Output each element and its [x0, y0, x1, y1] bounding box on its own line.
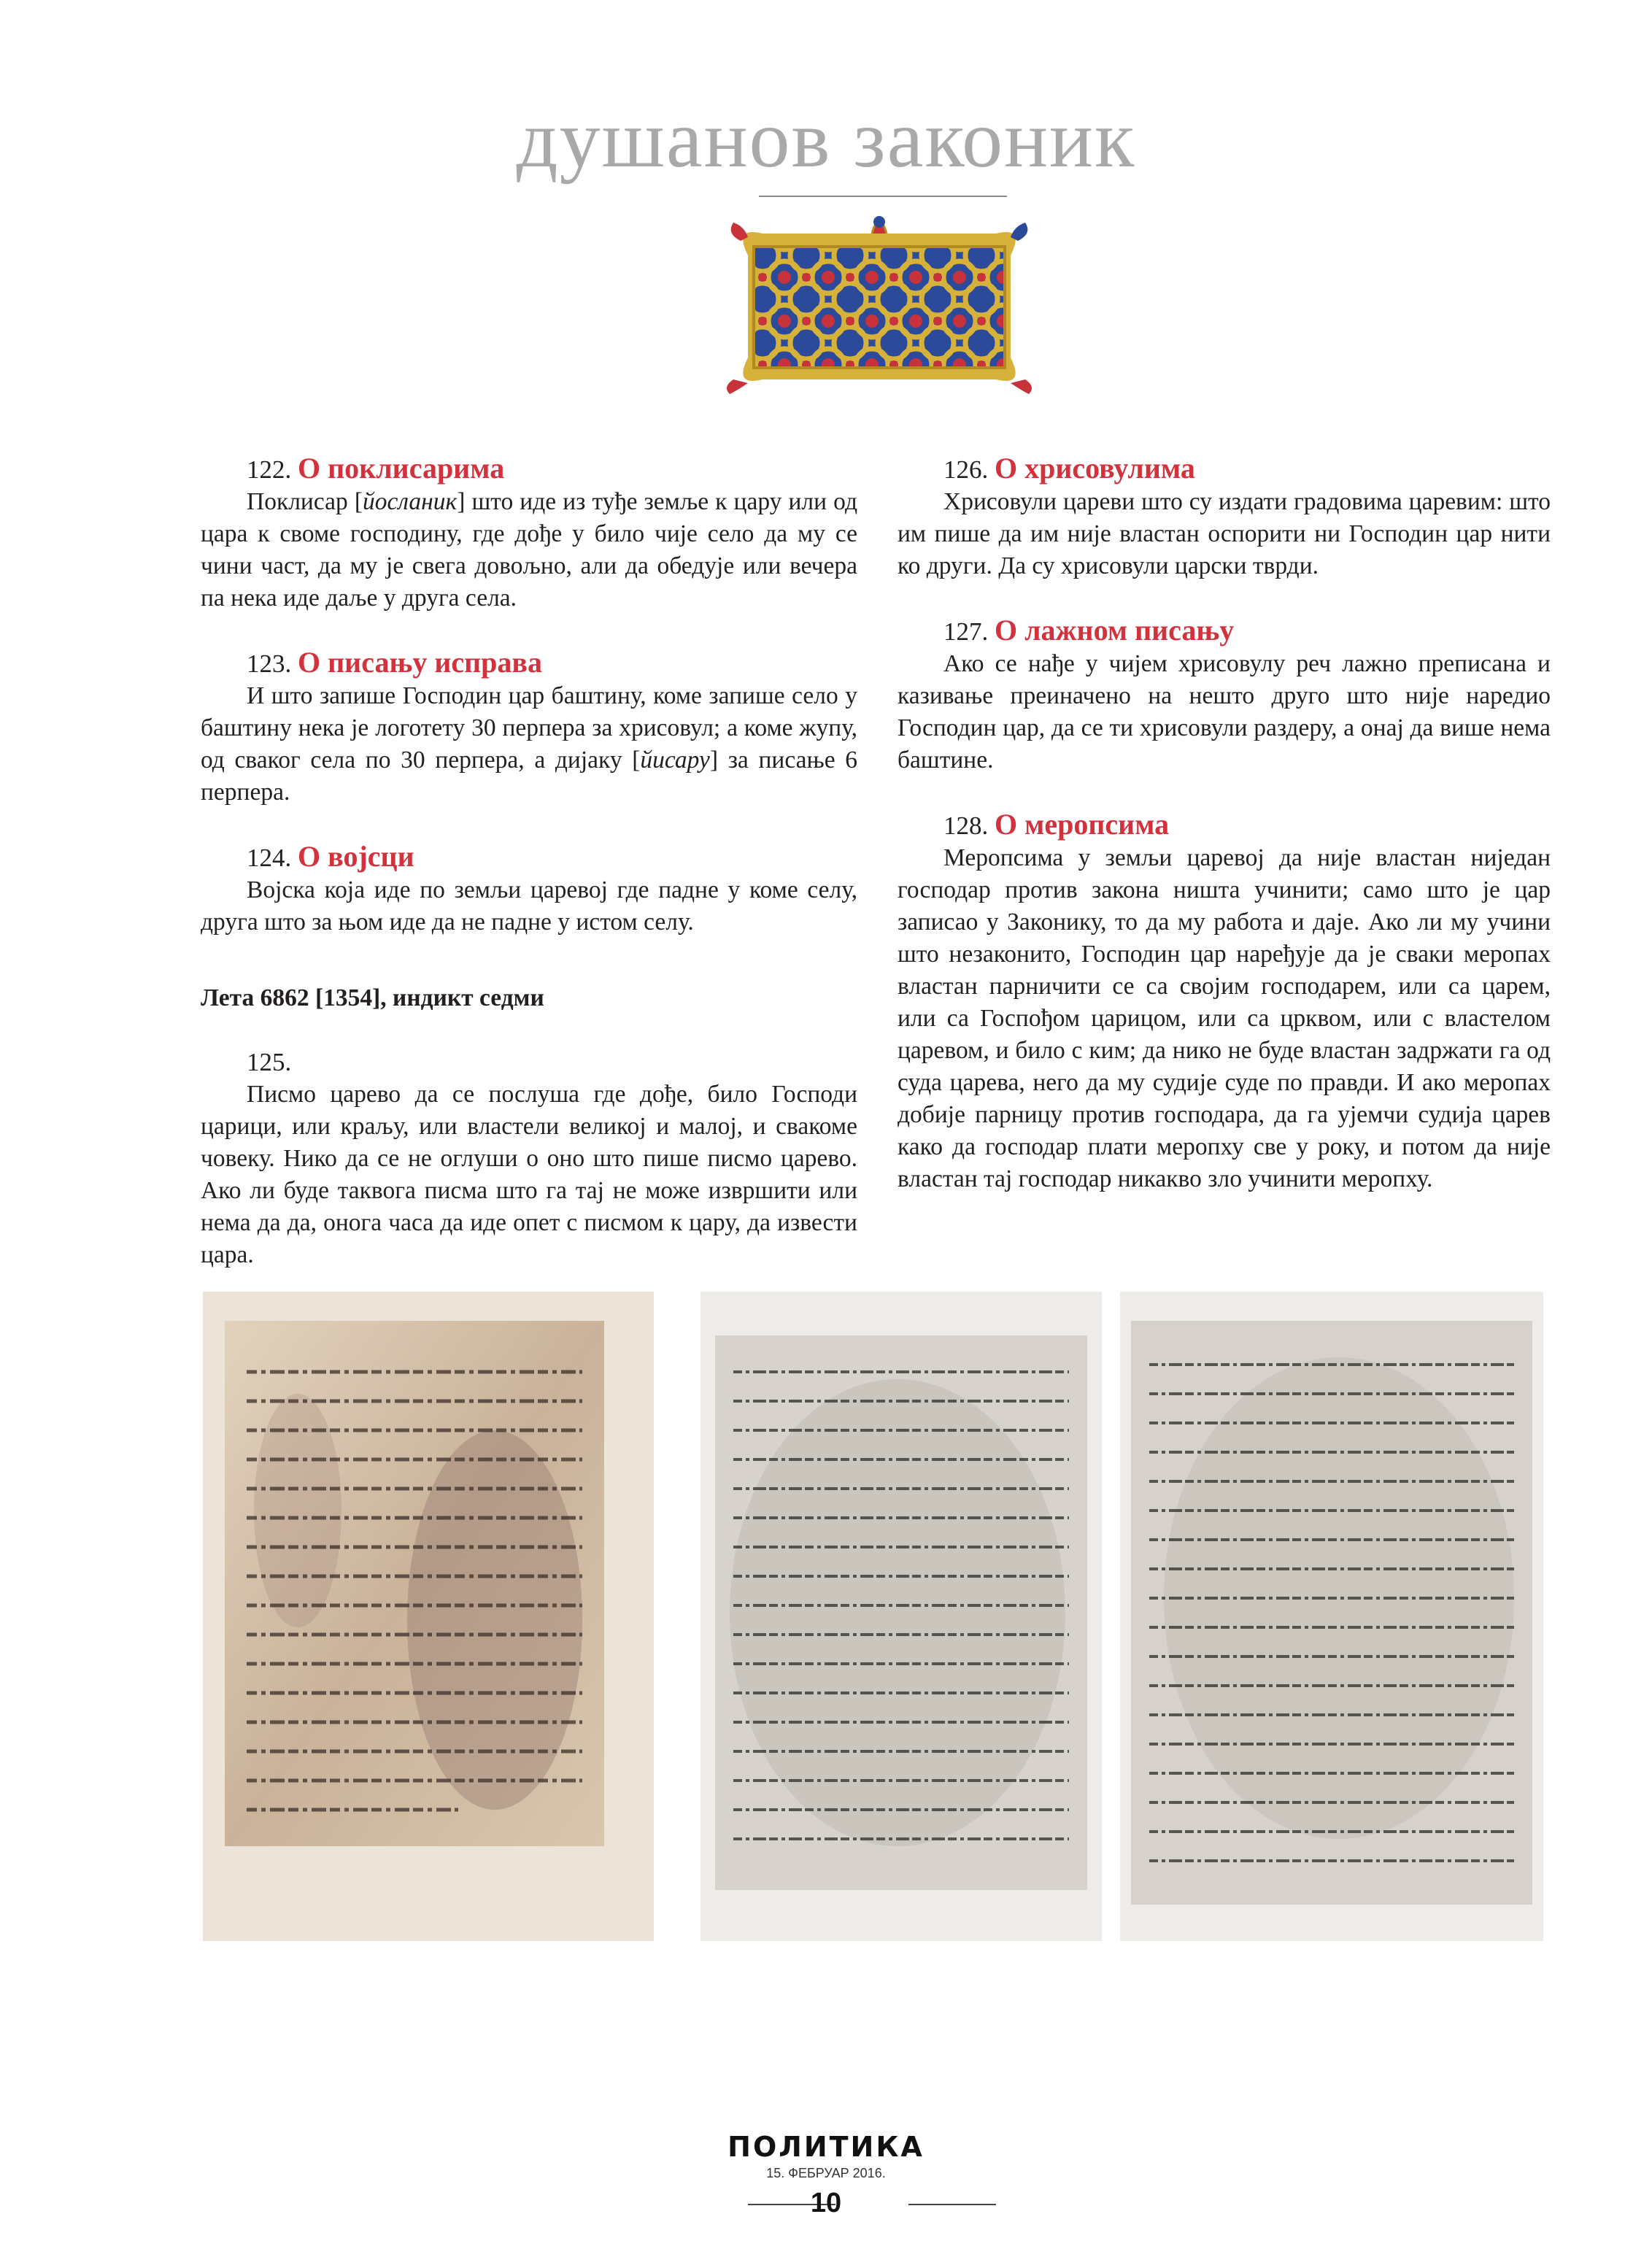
article-title: О хрисовулима [995, 452, 1195, 485]
article-body: Меропсима у земљи царевој да није властан ниједан господар против закона ништа учинити; само што је цар записао у Законику, то да му работа и даје. Ако ли му учини што незаконито, Господин цар наређује да је сваки меропах властан парничити се са својим господарем, или са царем, или са Госпођом царицом, или са црквом, или с властелом царевом, и било с ким; да нико не буде властан задржати га од суда царева, него да му судије суде по правди. И ако меропах добије парницу против господара, да га ујемчи судија царев како да господар плати меропху све у року, и потом да није властан тај господар никакво зло учинити меропху. [898, 844, 1551, 1192]
article-body: Ако се нађе у чијем хрисовулу реч лажно преписана и казивање преиначено на нешто друго што није наредио Господин цар, да се ти хрисовули раздеру, а онај да више нема баштине. [898, 650, 1551, 774]
article-number: 126. [943, 455, 989, 484]
article-title: О поклисарима [298, 452, 505, 485]
article-number: 127. [943, 617, 989, 646]
article-123 [201, 647, 857, 809]
manuscript-photo-2 [700, 1292, 1102, 1941]
right-column [898, 452, 1551, 1227]
article-125 [201, 1046, 857, 1271]
page-title: душанов законик [516, 94, 1136, 185]
article-title: О меропсима [995, 808, 1170, 841]
article-number: 128. [943, 811, 989, 840]
article-128 [898, 809, 1551, 1195]
manuscript-photo-1 [203, 1292, 654, 1941]
left-column [201, 452, 857, 1303]
ornament-illumination [719, 212, 1040, 394]
title-rule [759, 196, 1007, 197]
publication-date: 15. ФЕБРУАР 2016. [766, 2166, 886, 2180]
article-number: 125. [247, 1048, 292, 1076]
article-title: О лажном писању [995, 614, 1235, 647]
page-number: 10 [810, 2188, 842, 2218]
article-124 [201, 841, 857, 938]
article-number: 123. [247, 649, 292, 678]
article-body: Војска која иде по земљи царевој где падне у коме селу, друга што за њом иде да не падне у истом селу. [201, 876, 857, 936]
article-body: Хрисовули цареви што су издати градовима царевим: што им пише да им није властан оспорити ни Господин цар нити ко други. Да су хрисовули царски тврди. [898, 488, 1551, 579]
manuscript-photo-3 [1120, 1292, 1543, 1941]
article-title: О војсци [298, 840, 414, 873]
article-body: И што запише Господин цар баштину, коме запише село у баштину нека је логотету 30 перпера за хрисовул; а коме жупу, од сваког села по 30 перпера, а дијаку [йисару] за писање 6 перпера. [201, 682, 858, 806]
article-body: Писмо царево да се послуша где дође, било Господи царици, или краљу, или властели великој и малој, и свакоме човеку. Нико да се не оглуши о оно што пише писмо царево. Ако ли буде таквога писма што га тај не може извршити или нема да да, онога часа да иде опет с писмом к цару, да извести цара. [201, 1081, 857, 1268]
article-title: О писању исправа [298, 646, 543, 679]
article-number: 124. [247, 844, 292, 872]
article-body: Поклисар [йосланик] што иде из туђе земље к цару или од цара к своме господину, где дође у било чије село да му се чини част, да му је свега довољно, али да обедује или вечера па нека иде даље у друга села. [201, 488, 857, 612]
article-number: 122. [247, 455, 292, 484]
footer-rule-right [908, 2204, 996, 2205]
article-127 [898, 614, 1551, 776]
article-126 [898, 452, 1551, 582]
article-122 [201, 452, 857, 614]
publication-logo: ПОЛИТИКА [727, 2131, 925, 2163]
date-line: Лета 6862 [1354], индикт седми [201, 984, 544, 1011]
